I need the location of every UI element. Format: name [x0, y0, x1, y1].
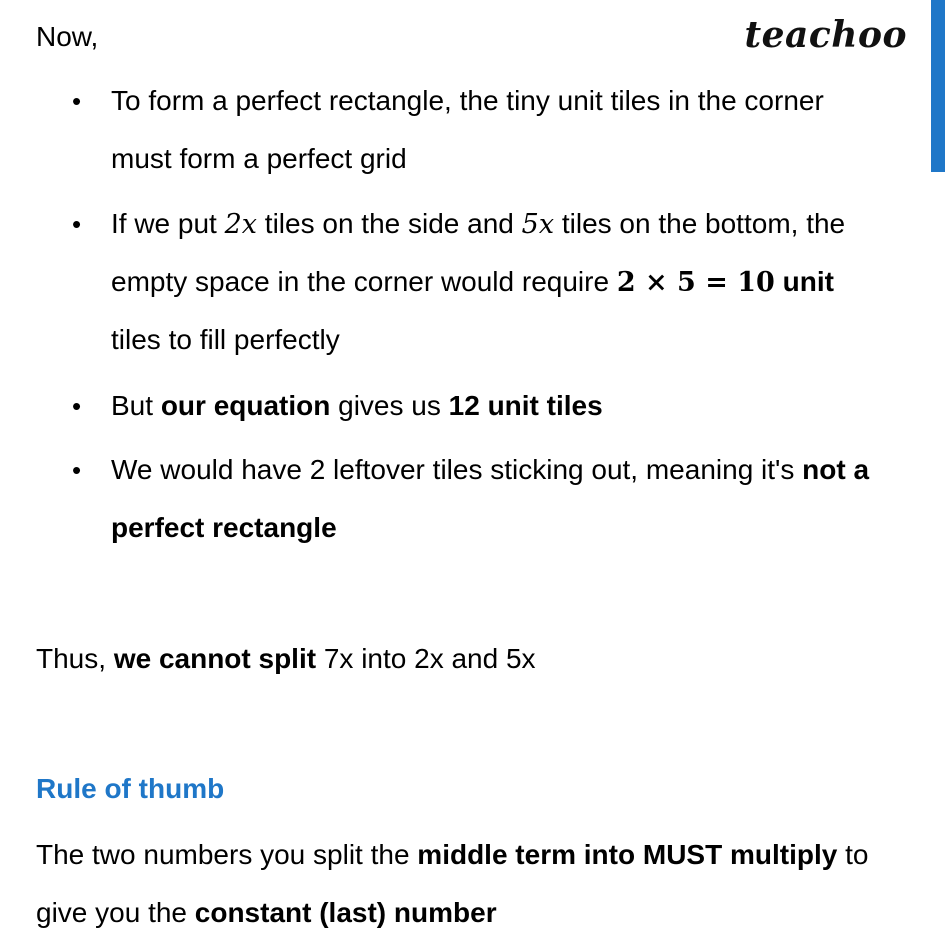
- bullet-3-text-a: But: [111, 390, 161, 421]
- bullet-2-bold-unit: unit: [774, 266, 834, 297]
- bullet-2-text-d: empty space in the corner would require: [111, 266, 617, 297]
- bullet-3-bold-tiles: 12 unit tiles: [448, 390, 603, 421]
- bullet-4-line-2: [111, 499, 337, 557]
- bullet-4-text-a: We would have 2 leftover tiles sticking out, meaning it's: [111, 454, 803, 485]
- rule-bold-middle: middle term into MUST multiply: [417, 839, 838, 870]
- bullet-dot-4: •: [72, 455, 82, 485]
- bullet-dot-2: •: [72, 209, 82, 239]
- bullet-3-bold-equation: our equation: [160, 390, 331, 421]
- scroll-thumb[interactable]: [931, 0, 945, 172]
- bullet-dot-3: •: [72, 391, 82, 421]
- rule-text-d: give you the: [36, 897, 195, 928]
- bullet-dot-1: •: [72, 86, 82, 116]
- rule-bold-constant: constant (last) number: [194, 897, 497, 928]
- scroll-track[interactable]: [931, 0, 945, 945]
- rule-text-c: to: [837, 839, 869, 870]
- teachoo-logo: teachoo: [744, 14, 907, 56]
- bullet-1-line-1: To form a perfect rectangle, the tiny unit tiles in the corner: [111, 85, 824, 116]
- rule-line-1: [36, 826, 868, 884]
- rule-line-2: [36, 884, 497, 942]
- math-2x: 2𝑥: [224, 209, 258, 240]
- rule-heading: Rule of thumb: [36, 773, 225, 804]
- bullet-2-line-1: [111, 195, 845, 254]
- conclusion-bold: we cannot split: [113, 643, 317, 674]
- bullet-1-line-2: must form a perfect grid: [111, 143, 407, 174]
- bullet-3-text-c: gives us: [330, 390, 449, 421]
- bullet-2-text-c: tiles on the bottom, the: [554, 208, 846, 239]
- conclusion-text: [36, 630, 536, 688]
- rule-text-a: The two numbers you split the: [36, 839, 418, 870]
- bullet-3-line-1: [111, 377, 603, 435]
- math-product: 𝟐 × 𝟓 = 𝟏𝟎: [616, 267, 775, 298]
- bullet-2-line-3: tiles to fill perfectly: [111, 324, 340, 355]
- intro-text: Now,: [36, 21, 99, 52]
- conclusion-c: 7x into 2x and 5x: [316, 643, 536, 674]
- bullet-4-bold-not-a: not a: [802, 454, 870, 485]
- bullet-2-text-a: If we put: [111, 208, 225, 239]
- bullet-4-line-1: [111, 441, 869, 499]
- bullet-2-line-2: [111, 253, 834, 312]
- bullet-2-text-b: tiles on the side and: [257, 208, 522, 239]
- bullet-4-bold-rectangle: perfect rectangle: [111, 512, 337, 543]
- conclusion-a: Thus,: [36, 643, 114, 674]
- math-5x: 5𝑥: [521, 209, 555, 240]
